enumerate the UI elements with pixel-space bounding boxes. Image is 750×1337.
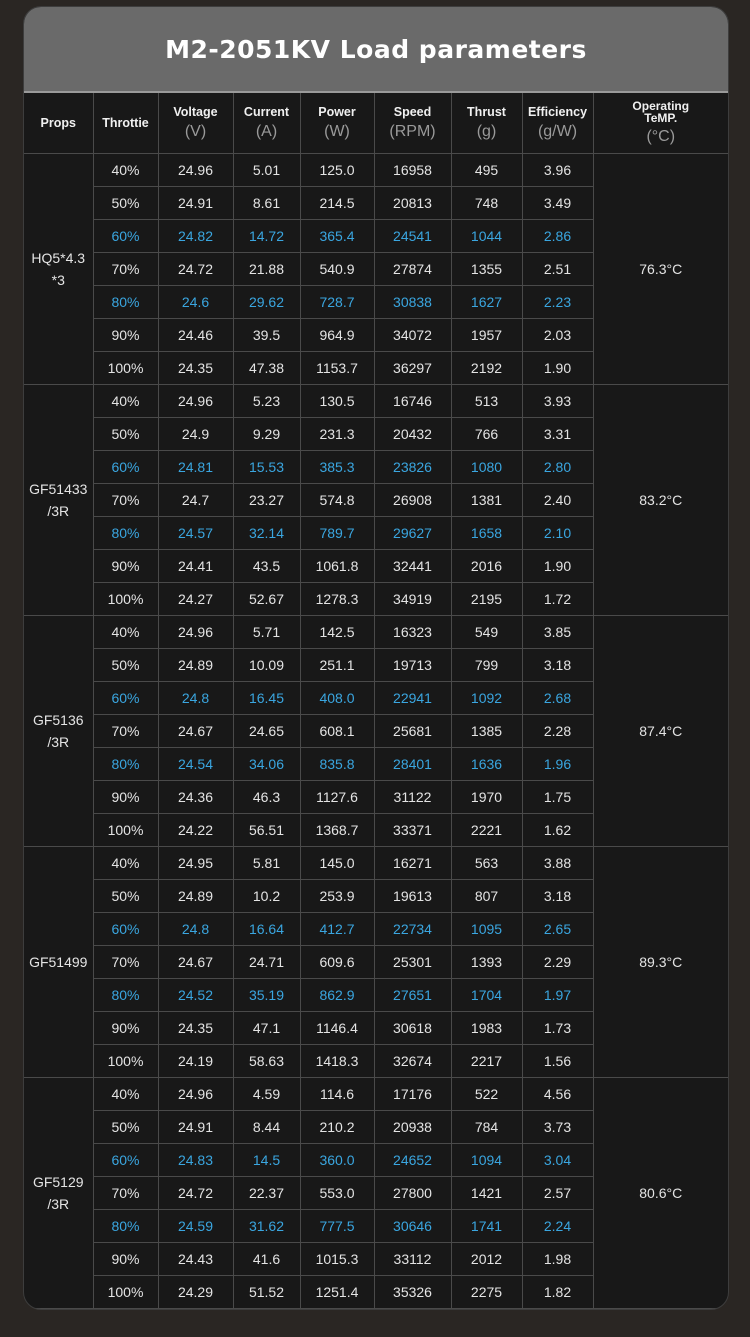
table-cell: 1.73: [522, 1012, 593, 1045]
table-cell: 1.75: [522, 781, 593, 814]
table-cell: 2.51: [522, 253, 593, 286]
table-cell: 27800: [374, 1177, 451, 1210]
table-cell: 15.53: [233, 451, 300, 484]
table-cell: 29627: [374, 517, 451, 550]
table-cell: 1092: [451, 682, 522, 715]
table-cell: 1658: [451, 517, 522, 550]
prop-name-cell: GF5129 /3R: [24, 1078, 93, 1309]
table-cell: 2012: [451, 1243, 522, 1276]
table-cell: 2192: [451, 352, 522, 385]
table-cell: 608.1: [300, 715, 374, 748]
table-cell: 24.6: [158, 286, 233, 319]
table-cell: 1251.4: [300, 1276, 374, 1309]
table-cell: 16746: [374, 385, 451, 418]
table-cell: 24.8: [158, 913, 233, 946]
table-cell: 1095: [451, 913, 522, 946]
table-cell: 40%: [93, 1078, 158, 1111]
table-cell: 2275: [451, 1276, 522, 1309]
table-cell: 1.82: [522, 1276, 593, 1309]
load-parameters-table: [24, 93, 728, 1309]
table-row: [24, 1078, 728, 1111]
column-header-label: Throttie: [102, 116, 149, 130]
table-cell: 35326: [374, 1276, 451, 1309]
table-cell: 3.49: [522, 187, 593, 220]
table-cell: 19713: [374, 649, 451, 682]
table-cell: 24.59: [158, 1210, 233, 1243]
table-cell: 46.3: [233, 781, 300, 814]
column-header-label: Operating TeMP.: [632, 99, 690, 125]
table-cell: 20813: [374, 187, 451, 220]
table-cell: 2221: [451, 814, 522, 847]
table-cell: 39.5: [233, 319, 300, 352]
table-cell: 24.22: [158, 814, 233, 847]
table-cell: 1393: [451, 946, 522, 979]
table-cell: 80%: [93, 979, 158, 1012]
table-cell: 253.9: [300, 880, 374, 913]
table-cell: 2.80: [522, 451, 593, 484]
table-cell: 495: [451, 154, 522, 187]
table-cell: 360.0: [300, 1144, 374, 1177]
table-cell: 40%: [93, 385, 158, 418]
table-cell: 32674: [374, 1045, 451, 1078]
table-cell: 2195: [451, 583, 522, 616]
table-cell: 24.35: [158, 1012, 233, 1045]
table-cell: 799: [451, 649, 522, 682]
table-cell: 214.5: [300, 187, 374, 220]
table-cell: 412.7: [300, 913, 374, 946]
table-cell: 2.24: [522, 1210, 593, 1243]
table-cell: 8.61: [233, 187, 300, 220]
prop-name-cell: HQ5*4.3 *3: [24, 154, 93, 385]
table-cell: 14.72: [233, 220, 300, 253]
table-row: [24, 847, 728, 880]
table-row: [24, 154, 728, 187]
table-cell: 3.85: [522, 616, 593, 649]
table-cell: 9.29: [233, 418, 300, 451]
table-cell: 574.8: [300, 484, 374, 517]
prop-name-cell: GF51433 /3R: [24, 385, 93, 616]
table-cell: 24.71: [233, 946, 300, 979]
table-cell: 24541: [374, 220, 451, 253]
table-cell: 24.46: [158, 319, 233, 352]
table-cell: 24.67: [158, 946, 233, 979]
table-row: [24, 616, 728, 649]
table-cell: 3.18: [522, 880, 593, 913]
table-cell: 24.57: [158, 517, 233, 550]
table-cell: 24.29: [158, 1276, 233, 1309]
column-header: [233, 93, 300, 154]
column-header-label: Thrust: [467, 105, 506, 119]
operating-temp-cell: 83.2°C: [593, 385, 728, 616]
table-cell: 1.96: [522, 748, 593, 781]
table-cell: 30838: [374, 286, 451, 319]
table-cell: 3.93: [522, 385, 593, 418]
table-cell: 563: [451, 847, 522, 880]
table-cell: 2.86: [522, 220, 593, 253]
table-cell: 33112: [374, 1243, 451, 1276]
table-cell: 100%: [93, 1276, 158, 1309]
page-title: M2-2051KV Load parameters: [165, 34, 587, 64]
table-cell: 29.62: [233, 286, 300, 319]
table-cell: 100%: [93, 583, 158, 616]
table-cell: 1983: [451, 1012, 522, 1045]
title-bar: [24, 7, 728, 93]
table-cell: 24.52: [158, 979, 233, 1012]
table-cell: 24.96: [158, 616, 233, 649]
table-cell: 90%: [93, 319, 158, 352]
column-header-unit: (A): [255, 123, 278, 140]
table-cell: 22734: [374, 913, 451, 946]
table-cell: 16271: [374, 847, 451, 880]
table-cell: 2.23: [522, 286, 593, 319]
table-cell: 25681: [374, 715, 451, 748]
table-cell: 19613: [374, 880, 451, 913]
table-cell: 2.03: [522, 319, 593, 352]
prop-name-cell: GF5136 /3R: [24, 616, 93, 847]
table-cell: 90%: [93, 550, 158, 583]
table-cell: 60%: [93, 682, 158, 715]
table-cell: 1044: [451, 220, 522, 253]
table-header: [24, 93, 728, 154]
table-cell: 24.36: [158, 781, 233, 814]
table-cell: 4.59: [233, 1078, 300, 1111]
table-cell: 33371: [374, 814, 451, 847]
table-cell: 1381: [451, 484, 522, 517]
table-cell: 35.19: [233, 979, 300, 1012]
table-cell: 1636: [451, 748, 522, 781]
table-cell: 789.7: [300, 517, 374, 550]
table-cell: 24.19: [158, 1045, 233, 1078]
table-cell: 522: [451, 1078, 522, 1111]
table-cell: 24.65: [233, 715, 300, 748]
table-cell: 3.73: [522, 1111, 593, 1144]
table-cell: 5.71: [233, 616, 300, 649]
table-cell: 24.67: [158, 715, 233, 748]
table-cell: 2.10: [522, 517, 593, 550]
table-cell: 5.81: [233, 847, 300, 880]
prop-name-cell: GF51499: [24, 847, 93, 1078]
table-cell: 60%: [93, 913, 158, 946]
table-cell: 24.27: [158, 583, 233, 616]
table-cell: 32.14: [233, 517, 300, 550]
header-row: [24, 93, 728, 154]
table-cell: 17176: [374, 1078, 451, 1111]
table-cell: 100%: [93, 1045, 158, 1078]
table-cell: 24.8: [158, 682, 233, 715]
table-cell: 24.96: [158, 385, 233, 418]
table-cell: 28401: [374, 748, 451, 781]
table-cell: 1146.4: [300, 1012, 374, 1045]
table-cell: 2.29: [522, 946, 593, 979]
table-cell: 47.38: [233, 352, 300, 385]
table-cell: 1.97: [522, 979, 593, 1012]
table-cell: 1015.3: [300, 1243, 374, 1276]
column-header: [24, 93, 93, 154]
table-cell: 30646: [374, 1210, 451, 1243]
table-cell: 50%: [93, 649, 158, 682]
table-cell: 90%: [93, 1243, 158, 1276]
column-header-unit: (RPM): [389, 123, 436, 140]
table-cell: 70%: [93, 946, 158, 979]
table-cell: 27874: [374, 253, 451, 286]
table-cell: 964.9: [300, 319, 374, 352]
table-cell: 231.3: [300, 418, 374, 451]
table-cell: 80%: [93, 286, 158, 319]
table-cell: 1741: [451, 1210, 522, 1243]
table-cell: 24.95: [158, 847, 233, 880]
table-cell: 24652: [374, 1144, 451, 1177]
table-cell: 56.51: [233, 814, 300, 847]
table-cell: 23826: [374, 451, 451, 484]
table-cell: 24.91: [158, 1111, 233, 1144]
table-cell: 16.64: [233, 913, 300, 946]
table-cell: 1.98: [522, 1243, 593, 1276]
column-header: [300, 93, 374, 154]
table-cell: 862.9: [300, 979, 374, 1012]
table-cell: 30618: [374, 1012, 451, 1045]
table-cell: 100%: [93, 814, 158, 847]
column-header: [451, 93, 522, 154]
table-cell: 70%: [93, 484, 158, 517]
table-cell: 47.1: [233, 1012, 300, 1045]
table-cell: 10.09: [233, 649, 300, 682]
operating-temp-cell: 76.3°C: [593, 154, 728, 385]
table-cell: 40%: [93, 154, 158, 187]
column-header-label: Props: [40, 116, 76, 130]
table-cell: 2.28: [522, 715, 593, 748]
table-cell: 1421: [451, 1177, 522, 1210]
table-cell: 385.3: [300, 451, 374, 484]
table-cell: 22.37: [233, 1177, 300, 1210]
table-cell: 24.41: [158, 550, 233, 583]
table-cell: 24.54: [158, 748, 233, 781]
table-cell: 766: [451, 418, 522, 451]
table-cell: 1.90: [522, 352, 593, 385]
table-cell: 24.7: [158, 484, 233, 517]
operating-temp-cell: 89.3°C: [593, 847, 728, 1078]
table-cell: 1061.8: [300, 550, 374, 583]
table-cell: 125.0: [300, 154, 374, 187]
table-cell: 60%: [93, 220, 158, 253]
table-cell: 34072: [374, 319, 451, 352]
column-header: [93, 93, 158, 154]
table-cell: 31122: [374, 781, 451, 814]
table-cell: 24.9: [158, 418, 233, 451]
table-cell: 1.90: [522, 550, 593, 583]
table-cell: 34.06: [233, 748, 300, 781]
table-cell: 1278.3: [300, 583, 374, 616]
column-header-label: Speed: [393, 105, 432, 119]
table-cell: 34919: [374, 583, 451, 616]
table-cell: 70%: [93, 1177, 158, 1210]
table-cell: 60%: [93, 1144, 158, 1177]
column-header-label: Current: [243, 105, 290, 119]
table-cell: 90%: [93, 781, 158, 814]
table-cell: 130.5: [300, 385, 374, 418]
table-cell: 4.56: [522, 1078, 593, 1111]
table-cell: 20432: [374, 418, 451, 451]
table-cell: 16958: [374, 154, 451, 187]
table-cell: 24.43: [158, 1243, 233, 1276]
table-cell: 40%: [93, 616, 158, 649]
column-header: [374, 93, 451, 154]
table-cell: 3.31: [522, 418, 593, 451]
table-cell: 114.6: [300, 1078, 374, 1111]
table-cell: 210.2: [300, 1111, 374, 1144]
table-cell: 2.65: [522, 913, 593, 946]
table-cell: 1627: [451, 286, 522, 319]
table-cell: 24.89: [158, 649, 233, 682]
table-cell: 835.8: [300, 748, 374, 781]
table-row: [24, 385, 728, 418]
table-cell: 24.91: [158, 187, 233, 220]
table-cell: 32441: [374, 550, 451, 583]
table-cell: 26908: [374, 484, 451, 517]
column-header-label: Power: [318, 105, 356, 119]
table-cell: 142.5: [300, 616, 374, 649]
spec-card: [23, 6, 729, 1310]
table-cell: 24.96: [158, 154, 233, 187]
column-header: [158, 93, 233, 154]
table-cell: 24.81: [158, 451, 233, 484]
table-cell: 10.2: [233, 880, 300, 913]
table-cell: 43.5: [233, 550, 300, 583]
table-cell: 1368.7: [300, 814, 374, 847]
table-cell: 1957: [451, 319, 522, 352]
table-cell: 80%: [93, 748, 158, 781]
column-header-label: Voltage: [173, 105, 218, 119]
table-cell: 60%: [93, 451, 158, 484]
table-cell: 20938: [374, 1111, 451, 1144]
table-cell: 1153.7: [300, 352, 374, 385]
table-cell: 748: [451, 187, 522, 220]
table-cell: 2.40: [522, 484, 593, 517]
table-cell: 70%: [93, 253, 158, 286]
table-cell: 1970: [451, 781, 522, 814]
table-cell: 100%: [93, 352, 158, 385]
column-header-unit: (W): [324, 123, 350, 140]
table-cell: 80%: [93, 1210, 158, 1243]
table-cell: 16323: [374, 616, 451, 649]
table-cell: 3.96: [522, 154, 593, 187]
table-cell: 365.4: [300, 220, 374, 253]
table-cell: 90%: [93, 1012, 158, 1045]
table-cell: 777.5: [300, 1210, 374, 1243]
table-cell: 52.67: [233, 583, 300, 616]
column-header-unit: (V): [184, 123, 207, 140]
table-cell: 31.62: [233, 1210, 300, 1243]
table-cell: 3.04: [522, 1144, 593, 1177]
table-cell: 513: [451, 385, 522, 418]
operating-temp-cell: 87.4°C: [593, 616, 728, 847]
table-cell: 24.82: [158, 220, 233, 253]
table-cell: 807: [451, 880, 522, 913]
table-cell: 36297: [374, 352, 451, 385]
table-cell: 1127.6: [300, 781, 374, 814]
table-cell: 40%: [93, 847, 158, 880]
table-cell: 16.45: [233, 682, 300, 715]
column-header: [593, 93, 728, 154]
table-cell: 24.72: [158, 1177, 233, 1210]
table-cell: 24.72: [158, 253, 233, 286]
table-cell: 22941: [374, 682, 451, 715]
table-cell: 80%: [93, 517, 158, 550]
table-cell: 58.63: [233, 1045, 300, 1078]
table-cell: 2.68: [522, 682, 593, 715]
table-cell: 3.88: [522, 847, 593, 880]
table-cell: 1.62: [522, 814, 593, 847]
table-cell: 27651: [374, 979, 451, 1012]
table-cell: 2217: [451, 1045, 522, 1078]
table-cell: 1080: [451, 451, 522, 484]
table-cell: 1385: [451, 715, 522, 748]
column-header: [522, 93, 593, 154]
table-cell: 609.6: [300, 946, 374, 979]
table-cell: 1355: [451, 253, 522, 286]
table-cell: 50%: [93, 418, 158, 451]
table-cell: 41.6: [233, 1243, 300, 1276]
table-cell: 24.35: [158, 352, 233, 385]
table-cell: 549: [451, 616, 522, 649]
table-cell: 51.52: [233, 1276, 300, 1309]
table-cell: 2.57: [522, 1177, 593, 1210]
column-header-unit: (g/W): [537, 123, 578, 140]
table-cell: 3.18: [522, 649, 593, 682]
table-cell: 70%: [93, 715, 158, 748]
table-cell: 23.27: [233, 484, 300, 517]
column-header-label: Efficiency: [527, 105, 588, 119]
operating-temp-cell: 80.6°C: [593, 1078, 728, 1309]
table-cell: 408.0: [300, 682, 374, 715]
table-cell: 1704: [451, 979, 522, 1012]
table-cell: 540.9: [300, 253, 374, 286]
table-cell: 1.72: [522, 583, 593, 616]
table-cell: 251.1: [300, 649, 374, 682]
table-cell: 50%: [93, 187, 158, 220]
table-cell: 21.88: [233, 253, 300, 286]
table-body: [24, 154, 728, 1309]
table-cell: 2016: [451, 550, 522, 583]
table-cell: 24.89: [158, 880, 233, 913]
table-cell: 1418.3: [300, 1045, 374, 1078]
table-cell: 1.56: [522, 1045, 593, 1078]
table-cell: 25301: [374, 946, 451, 979]
table-cell: 50%: [93, 1111, 158, 1144]
table-cell: 553.0: [300, 1177, 374, 1210]
table-cell: 5.23: [233, 385, 300, 418]
table-cell: 14.5: [233, 1144, 300, 1177]
table-cell: 24.96: [158, 1078, 233, 1111]
table-cell: 50%: [93, 880, 158, 913]
table-cell: 728.7: [300, 286, 374, 319]
column-header-unit: (°C): [646, 128, 676, 145]
table-cell: 8.44: [233, 1111, 300, 1144]
table-cell: 1094: [451, 1144, 522, 1177]
column-header-unit: (g): [476, 123, 497, 140]
table-cell: 145.0: [300, 847, 374, 880]
table-cell: 24.83: [158, 1144, 233, 1177]
table-cell: 784: [451, 1111, 522, 1144]
table-cell: 5.01: [233, 154, 300, 187]
